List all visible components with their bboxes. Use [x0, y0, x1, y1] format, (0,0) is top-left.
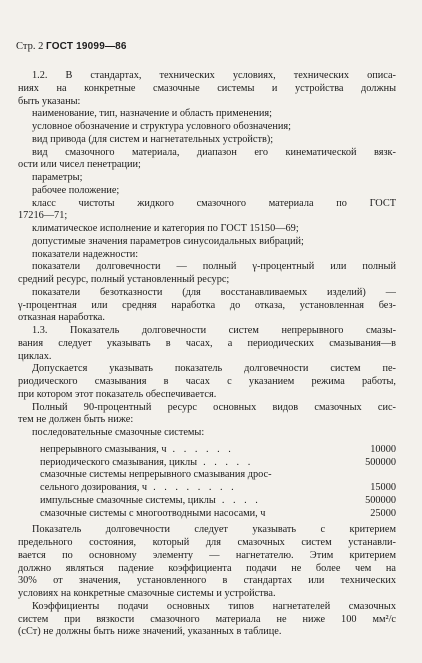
list-item: допустимые значения параметров синусоидальных вибраций;	[32, 235, 304, 247]
list-item: рабочее положение;	[32, 184, 120, 196]
text-line: при котором этот показатель обеспечивается.	[18, 388, 217, 400]
resource-label: смазочные системы с многоотводными насосами, ч	[40, 507, 266, 519]
leader-dots: . . . . .	[203, 456, 254, 468]
text-line: Коэффициенты подачи основных типов нагнетателей смазочных	[32, 600, 396, 612]
resource-label: непрерывного смазывания, ч	[40, 443, 167, 455]
resource-list	[18, 444, 396, 521]
list-item: ости или чисел пенетрации;	[18, 159, 141, 171]
resource-label: сельного дозирования, ч	[40, 482, 148, 493]
list-item: показатели безотказности (для восстанавливаемых изделий) —	[32, 286, 396, 298]
text-line: вания следует указывать в часах, а периодических смазывания—в	[18, 337, 396, 349]
text-line: вается по основному элементу — нагнетателю. Этим критерием	[18, 549, 396, 561]
resource-row	[18, 444, 396, 457]
text-line: циклах.	[18, 350, 52, 362]
text-line: предельного состояния, который для смазочных систем устанавли-	[18, 537, 396, 548]
resource-value: 15000	[370, 482, 396, 493]
list-item: γ-процентная или средняя наработка до отказа, установленная без-	[18, 299, 396, 311]
list-item: климатическое исполнение и категория по ГОСТ 15150—69;	[32, 223, 299, 234]
resource-label-line: смазочные системы непрерывного смазывания дрос-	[40, 469, 272, 481]
list-title: последовательные смазочные системы:	[32, 427, 205, 438]
resource-row	[18, 508, 396, 521]
text-line: 1.2. В стандартах, технических условиях, технических описа-	[32, 70, 396, 81]
list-item: 17216—71;	[18, 210, 68, 222]
paragraph-coefficients	[18, 601, 396, 639]
page-number: Стр. 2	[16, 41, 44, 52]
text-line: (сСт) не должны быть ниже значений, указанных в таблице.	[18, 626, 282, 638]
text-line: систем при вязкости смазочного материала не ниже 100 мм²/с	[18, 613, 396, 625]
resource-row	[18, 495, 396, 508]
list-item: наименование, тип, назначение и область применения;	[32, 108, 272, 120]
resource-value: 10000	[370, 443, 396, 455]
list-item: параметры;	[32, 172, 83, 183]
resource-value: 500000	[365, 494, 396, 506]
text-line: быть указаны:	[18, 95, 81, 107]
text-line: Показатель долговечности следует указывать с критерием	[32, 524, 396, 536]
list-item: отказная наработка.	[18, 312, 105, 324]
paragraph-1-2	[18, 70, 396, 108]
requirements-list	[18, 108, 396, 325]
list-item: показатели долговечности — полный γ-процентный или полный	[32, 261, 396, 273]
paragraph-1-3	[18, 325, 396, 363]
paragraph-full-resource	[18, 402, 396, 440]
list-item: условное обозначение и структура условного обозначения;	[32, 121, 291, 132]
list-item: показатели надежности:	[32, 248, 139, 260]
resource-value: 25000	[370, 507, 396, 519]
resource-row	[18, 482, 396, 495]
list-item: класс чистоты жидкого смазочного материала по ГОСТ	[32, 197, 396, 209]
leader-dots: . . . . . . . .	[153, 482, 237, 493]
page-header	[16, 40, 127, 54]
text-line: ниях на конкретные смазочные системы и устройства должны	[18, 82, 396, 94]
paragraph-allowed	[18, 363, 396, 401]
text-line: Полный 90-процентный ресурс основных видов смазочных сис-	[32, 401, 396, 413]
text-line: тем не должен быть ниже:	[18, 414, 134, 426]
text-line: должно являться падение коэффициента подачи не более чем на	[18, 562, 396, 574]
list-item: вид смазочного материала, диапазон его кинематической вязк-	[32, 146, 396, 158]
text-line: условиях на конкретные смазочные системы и устройства.	[18, 588, 276, 599]
text-line: 30% от значения, установленного в стандартах или технических	[18, 575, 396, 587]
text-line: Допускается указывать показатель долговечности систем пе-	[32, 363, 396, 375]
page-body	[18, 70, 396, 639]
resource-row	[18, 457, 396, 470]
resource-label: периодического смазывания, циклы	[40, 456, 198, 468]
list-item: средний ресурс, полный установленный ресурс;	[18, 274, 230, 285]
text-line: риодического смазывания в часах с указанием режима работы,	[18, 376, 396, 387]
resource-value: 500000	[365, 456, 396, 468]
standard-number: ГОСТ 19099—86	[45, 41, 127, 52]
leader-dots: . . . . . .	[172, 443, 234, 455]
text-line: 1.3. Показатель долговечности систем непрерывного смазы-	[32, 325, 396, 336]
paragraph-indicator	[18, 524, 396, 601]
resource-label: импульсные смазочные системы, циклы	[40, 494, 216, 506]
leader-dots: . . . .	[221, 494, 261, 506]
list-item: вид привода (для систем и нагнетательных устройств);	[32, 133, 274, 145]
